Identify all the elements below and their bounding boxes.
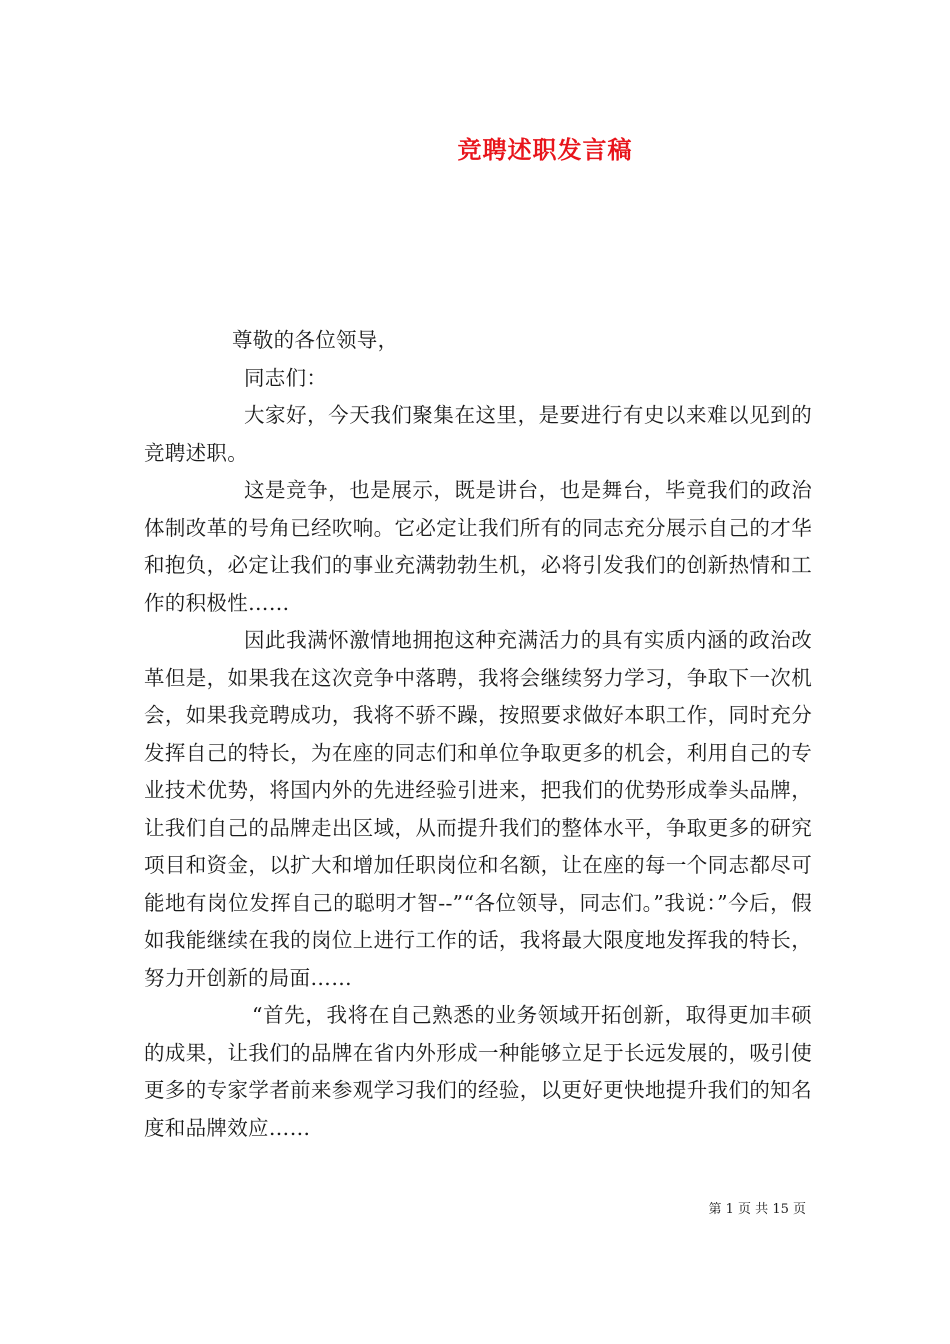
paragraph-greeting: 大家好，今天我们聚集在这里，是要进行有史以来难以见到的竞聘述职。 (144, 403, 812, 465)
paragraph-competition: 这是竞争，也是展示，既是讲台，也是舞台，毕竟我们的政治体制改革的号角已经吹响。它必定让我们所有的同志充分展示自己的才华和抱负，必定让我们的事业充满勃勃生机，必将引发我们的创新热情和工作的积极性…… (144, 478, 812, 615)
salutation-comrades: 同志们： (244, 365, 328, 390)
page-number: 第 1 页 共 15 页 (708, 1202, 806, 1217)
salutation-leaders: 尊敬的各位领导， (232, 328, 399, 352)
document-body (144, 322, 812, 1147)
paragraph-commitment: 因此我满怀激情地拥抱这种充满活力的具有实质内涵的政治改革但是，如果我在这次竞争中落聘，我将会继续努力学习，争取下一次机会，如果我竞聘成功，我将不骄不躁，按照要求做好本职工作，同时充分发挥自己的特长，为在座的同志们和单位争取更多的机会，利用自己的专业技术优势，将国内外的先进经验引进来，把我们的优势形成拳头品牌，让我们自己的品牌走出区域，从而提升我们的整体水平，争取更多的研究项目和资金，以扩大和增加任职岗位和名额，让在座的每一个同志都尽可能地有岗位发挥自己的聪明才智--”“各位领导，同志们。”我说：”今后，假如我能继续在我的岗位上进行工作的话，我将最大限度地发挥我的特长，努力开创新的局面…… (144, 628, 812, 990)
document-title: 竞聘述职发言稿 (457, 135, 633, 164)
paragraph-first-plan: “首先，我将在自己熟悉的业务领域开拓创新，取得更加丰硕的成果，让我们的品牌在省内外形成一种能够立足于长远发展的，吸引使更多的专家学者前来参观学习我们的经验，以更好更快地提升我们的知名度和品牌效应…… (144, 1003, 812, 1140)
